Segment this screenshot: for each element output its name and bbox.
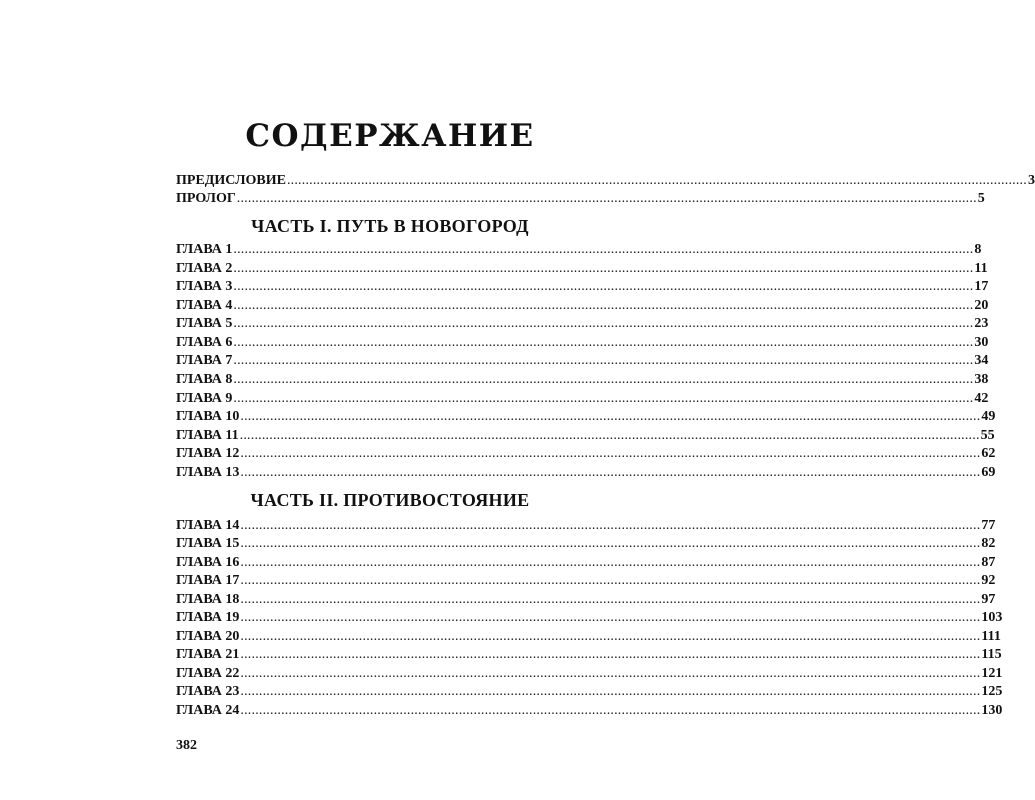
toc-entry-chapter: [176, 536, 996, 554]
toc-entry-prologue: [176, 191, 985, 209]
toc-entry-chapter: [176, 573, 996, 591]
toc-entry-chapter: [176, 335, 989, 353]
toc-entry-page: 3: [1027, 173, 1035, 188]
toc-entry-label: ГЛАВА 15: [176, 536, 240, 551]
toc-entry-page: 42: [974, 391, 989, 406]
page-number: 382: [176, 738, 197, 753]
part-1-heading: ЧАСТЬ I. ПУТЬ В НОВОГОРОД: [251, 216, 529, 236]
toc-leader: ........................................................................................................................................................................................................: [286, 173, 1027, 188]
toc-entry-chapter: [176, 428, 995, 446]
toc-entry-label: ГЛАВА 2: [176, 261, 233, 276]
toc-entry-page: 62: [981, 446, 996, 461]
toc-leader: ........................................................................................................................................................................................................: [233, 242, 974, 257]
toc-entry-page: 30: [974, 335, 989, 350]
toc-entry-chapter: [176, 409, 996, 427]
toc-entry-label: ГЛАВА 13: [176, 465, 240, 480]
toc-entry-label: ПРЕДИСЛОВИЕ: [176, 173, 286, 188]
toc-leader: ........................................................................................................................................................................................................: [233, 372, 974, 387]
toc-entry-label: ГЛАВА 23: [176, 684, 240, 699]
toc-entry-page: 69: [981, 465, 996, 480]
toc-leader: ........................................................................................................................................................................................................: [240, 647, 981, 662]
toc-entry-chapter: [176, 372, 989, 390]
toc-entry-page: 34: [974, 353, 989, 368]
toc-entry-page: 125: [981, 684, 1003, 699]
toc-leader: ........................................................................................................................................................................................................: [233, 335, 974, 350]
toc-entry-chapter: [176, 465, 996, 483]
toc-entry-page: 23: [974, 316, 989, 331]
toc-entry-label: ГЛАВА 1: [176, 242, 233, 257]
toc-entry-page: 87: [981, 555, 996, 570]
toc-leader: ........................................................................................................................................................................................................: [240, 409, 981, 424]
toc-entry-page: 115: [981, 647, 1002, 662]
toc-entry-label: ГЛАВА 8: [176, 372, 233, 387]
toc-entry-label: ГЛАВА 18: [176, 592, 240, 607]
toc-leader: ........................................................................................................................................................................................................: [240, 629, 981, 644]
toc-entry-chapter: [176, 555, 996, 573]
toc-entry-chapter: [176, 666, 1003, 684]
toc-leader: ........................................................................................................................................................................................................: [240, 465, 981, 480]
toc-entry-chapter: [176, 298, 989, 316]
toc-leader: ........................................................................................................................................................................................................: [240, 592, 981, 607]
toc-entry-chapter: [176, 242, 982, 260]
toc-entry-foreword: [176, 173, 1035, 191]
toc-entry-chapter: [176, 629, 1001, 647]
toc-entry-label: ГЛАВА 3: [176, 279, 233, 294]
toc-entry-chapter: [176, 518, 996, 536]
toc-entry-page: 82: [981, 536, 996, 551]
toc-entry-label: ГЛАВА 24: [176, 703, 240, 718]
toc-leader: ........................................................................................................................................................................................................: [240, 703, 981, 718]
toc-entry-chapter: [176, 353, 989, 371]
toc-entry-page: 103: [981, 610, 1003, 625]
toc-leader: ........................................................................................................................................................................................................: [233, 391, 974, 406]
toc-entry-chapter: [176, 446, 996, 464]
toc-entry-label: ГЛАВА 11: [176, 428, 239, 443]
toc-entry-label: ПРОЛОГ: [176, 191, 236, 206]
toc-entry-chapter: [176, 261, 988, 279]
toc-entry-label: ГЛАВА 17: [176, 573, 240, 588]
toc-leader: ........................................................................................................................................................................................................: [240, 446, 981, 461]
toc-leader: ........................................................................................................................................................................................................: [233, 298, 974, 313]
page-title: СОДЕРЖАНИЕ: [245, 118, 535, 154]
toc-entry-label: ГЛАВА 22: [176, 666, 240, 681]
toc-leader: ........................................................................................................................................................................................................: [233, 316, 974, 331]
toc-entry-chapter: [176, 684, 1003, 702]
toc-entry-page: 92: [981, 573, 996, 588]
toc-entry-label: ГЛАВА 16: [176, 555, 240, 570]
toc-leader: ........................................................................................................................................................................................................: [240, 555, 981, 570]
toc-leader: ........................................................................................................................................................................................................: [240, 610, 981, 625]
toc-leader: ........................................................................................................................................................................................................: [240, 684, 981, 699]
toc-entry-label: ГЛАВА 7: [176, 353, 233, 368]
part-2-heading: ЧАСТЬ II. ПРОТИВОСТОЯНИЕ: [250, 490, 530, 510]
toc-entry-page: 77: [981, 518, 996, 533]
toc-entry-page: 17: [974, 279, 989, 294]
toc-entry-chapter: [176, 279, 989, 297]
toc-entry-page: 55: [980, 428, 995, 443]
toc-leader: ........................................................................................................................................................................................................: [240, 536, 981, 551]
toc-entry-chapter: [176, 703, 1003, 721]
toc-entry-label: ГЛАВА 5: [176, 316, 233, 331]
toc-entry-page: 20: [974, 298, 989, 313]
toc-entry-label: ГЛАВА 21: [176, 647, 240, 662]
toc-leader: ........................................................................................................................................................................................................: [233, 353, 974, 368]
toc-entry-label: ГЛАВА 14: [176, 518, 240, 533]
toc-entry-page: 5: [977, 191, 985, 206]
toc-entry-page: 97: [981, 592, 996, 607]
toc-entry-chapter: [176, 316, 989, 334]
toc-entry-page: 121: [981, 666, 1003, 681]
toc-entry-chapter: [176, 592, 996, 610]
toc-entry-page: 38: [974, 372, 989, 387]
toc-leader: ........................................................................................................................................................................................................: [240, 666, 981, 681]
toc-entry-page: 8: [974, 242, 982, 257]
toc-entry-chapter: [176, 610, 1003, 628]
toc-leader: ........................................................................................................................................................................................................: [233, 261, 974, 276]
toc-entry-label: ГЛАВА 20: [176, 629, 240, 644]
toc-leader: ........................................................................................................................................................................................................: [233, 279, 974, 294]
toc-entry-label: ГЛАВА 10: [176, 409, 240, 424]
toc-leader: ........................................................................................................................................................................................................: [240, 573, 981, 588]
toc-entry-page: 111: [981, 629, 1001, 644]
toc-leader: ........................................................................................................................................................................................................: [236, 191, 977, 206]
toc-leader: ........................................................................................................................................................................................................: [239, 428, 980, 443]
toc-entry-page: 130: [981, 703, 1003, 718]
toc-entry-page: 49: [981, 409, 996, 424]
toc-entry-label: ГЛАВА 9: [176, 391, 233, 406]
toc-entry-label: ГЛАВА 19: [176, 610, 240, 625]
toc-leader: ........................................................................................................................................................................................................: [240, 518, 981, 533]
toc-entry-chapter: [176, 647, 1002, 665]
toc-entry-label: ГЛАВА 12: [176, 446, 240, 461]
toc-entry-chapter: [176, 391, 989, 409]
toc-entry-page: 11: [974, 261, 988, 276]
toc-entry-label: ГЛАВА 6: [176, 335, 233, 350]
toc-entry-label: ГЛАВА 4: [176, 298, 233, 313]
